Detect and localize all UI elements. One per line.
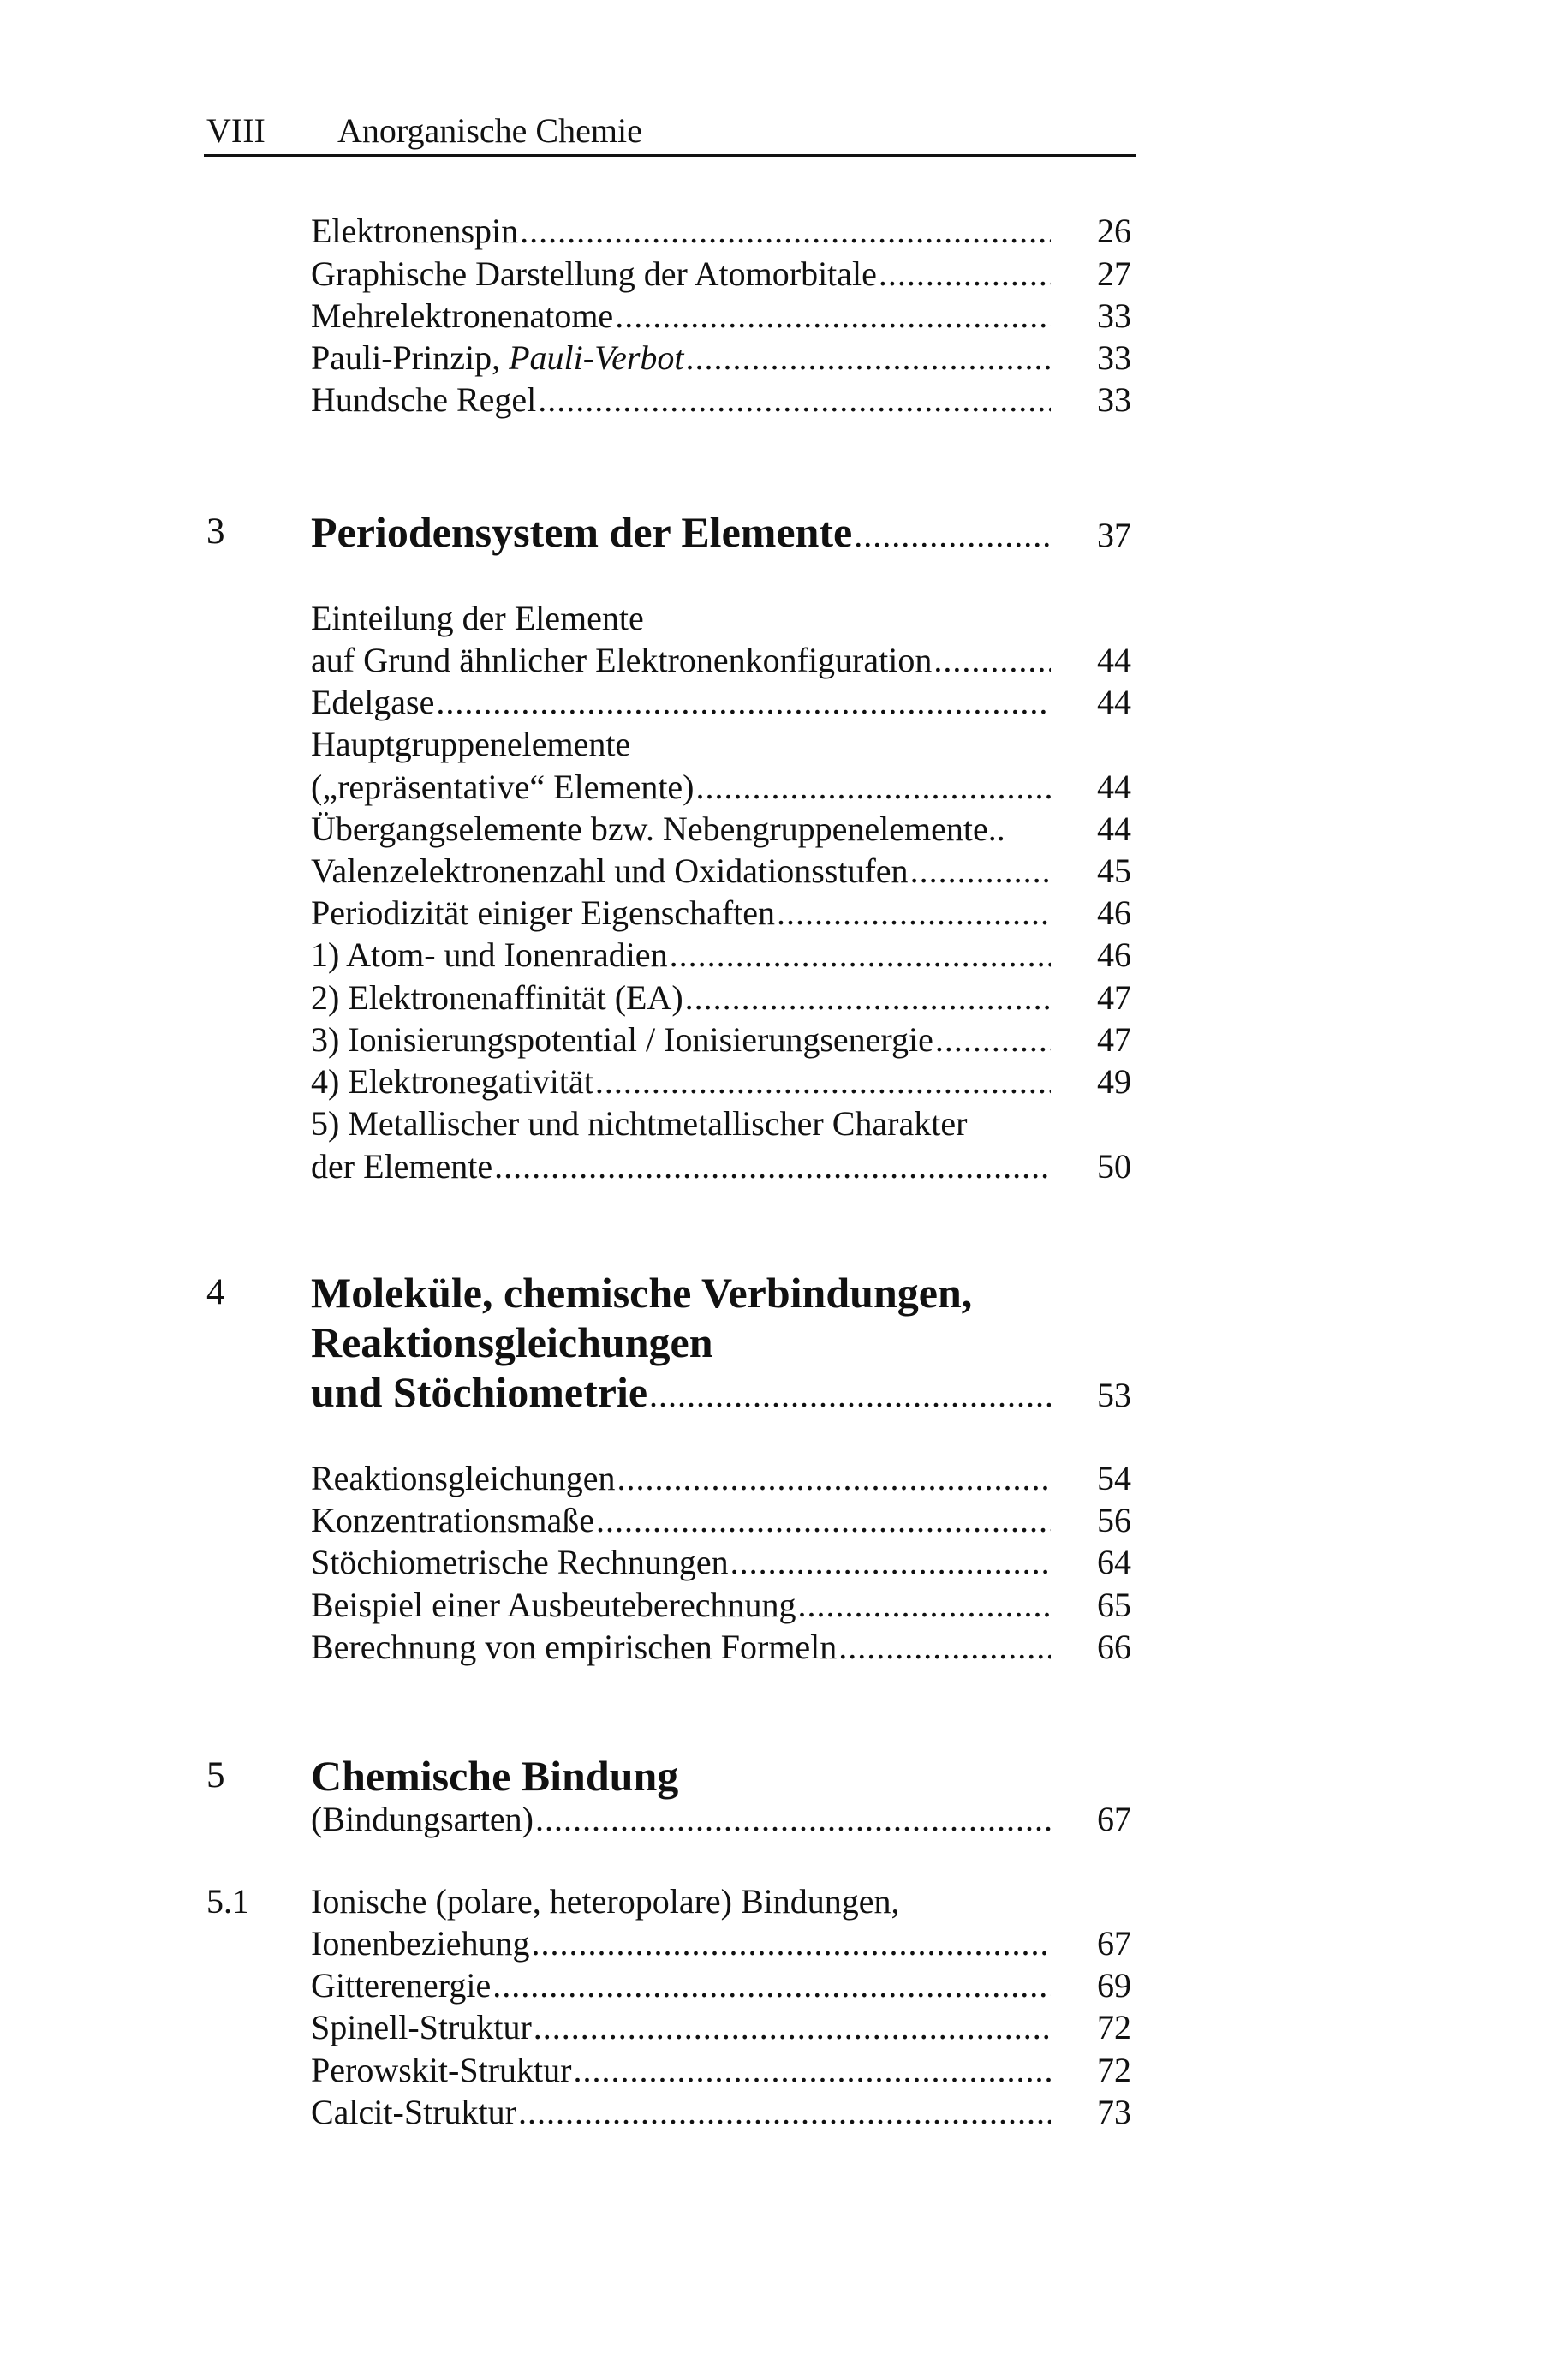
toc-entry[interactable]: Hundsche Regel ..... 33	[311, 379, 1131, 421]
toc-entry[interactable]: Pauli-Prinzip, Pauli-Verbot ..... 33	[311, 338, 1131, 379]
section-title-line[interactable]: Ionische (polare, heteropolare) Bindungen,	[311, 1882, 900, 1921]
chapter-title[interactable]: (Bindungsarten) ..... 67	[311, 1799, 1131, 1840]
toc-entry[interactable]: Periodizität einiger Eigenschaften ..... 46	[311, 893, 1131, 934]
toc-entry[interactable]: Gitterenergie ..... 69	[311, 1965, 1131, 2006]
toc-entry[interactable]: Spinell-Struktur ..... 72	[311, 2007, 1131, 2048]
toc-entry[interactable]: 4) Elektronegativität ..... 49	[311, 1061, 1131, 1102]
chapter-title-line[interactable]: Moleküle, chemische Verbindungen,	[311, 1269, 973, 1317]
toc-entry[interactable]: der Elemente ..... 50	[311, 1146, 1131, 1187]
toc-entry[interactable]: Perowskit-Struktur ..... 72	[311, 2050, 1131, 2091]
toc-entry[interactable]: Elektronenspin ..... 26	[311, 211, 1131, 252]
toc-entry[interactable]: auf Grund ähnlicher Elektronenkonfiguration ..... 44	[311, 640, 1131, 681]
chapter-title[interactable]: Periodensystem der Elemente ..... 37	[311, 507, 1131, 557]
toc-entry[interactable]: Einteilung der Elemente	[311, 599, 644, 637]
book-title: Anorganische Chemie	[337, 111, 642, 150]
chapter-title[interactable]: und Stöchiometrie ..... 53	[311, 1367, 1131, 1417]
toc-entry[interactable]: Reaktionsgleichungen ..... 54	[311, 1458, 1131, 1499]
toc-entry[interactable]: 2) Elektronenaffinität (EA) ..... 47	[311, 977, 1131, 1019]
section-title[interactable]: Ionenbeziehung ..... 67	[311, 1923, 1131, 1964]
toc-entry[interactable]: Graphische Darstellung der Atomorbitale ..... 27	[311, 254, 1131, 295]
chapter-number: 3	[206, 511, 225, 552]
toc-entry[interactable]: Konzentrationsmaße ..... 56	[311, 1500, 1131, 1541]
section-number: 5.1	[206, 1882, 249, 1921]
chapter-number: 5	[206, 1755, 225, 1795]
toc-entry[interactable]: Mehrelektronenatome ..... 33	[311, 296, 1131, 337]
toc-entry[interactable]: Berechnung von empirischen Formeln ..... 66	[311, 1627, 1131, 1668]
toc-entry[interactable]: Stöchiometrische Rechnungen ..... 64	[311, 1542, 1131, 1583]
toc-entry[interactable]: Beispiel einer Ausbeuteberechnung ..... 65	[311, 1585, 1131, 1626]
toc-entry[interactable]: Calcit-Struktur ..... 73	[311, 2092, 1131, 2133]
running-header	[204, 101, 1136, 157]
toc-entry[interactable]: („repräsentative“ Elemente) ..... 44	[311, 767, 1131, 808]
toc-entry[interactable]: Valenzelektronenzahl und Oxidationsstufen ..... 45	[311, 851, 1131, 892]
toc-entry[interactable]: Übergangselemente bzw. Nebengruppenelemente.. 44	[311, 810, 1131, 848]
toc-entry[interactable]: 1) Atom- und Ionenradien ..... 46	[311, 935, 1131, 976]
chapter-title-line[interactable]: Reaktionsgleichungen	[311, 1318, 713, 1366]
page-label: VIII	[206, 111, 265, 150]
toc-entry[interactable]: 3) Ionisierungspotential / Ionisierungsenergie ..... 47	[311, 1019, 1131, 1061]
chapter-title-line[interactable]: Chemische Bindung	[311, 1752, 679, 1800]
toc-entry[interactable]: Edelgase ..... 44	[311, 682, 1131, 723]
chapter-number: 4	[206, 1272, 225, 1312]
toc-entry[interactable]: 5) Metallischer und nichtmetallischer Charakter	[311, 1104, 968, 1143]
toc-entry[interactable]: Hauptgruppenelemente	[311, 725, 631, 763]
